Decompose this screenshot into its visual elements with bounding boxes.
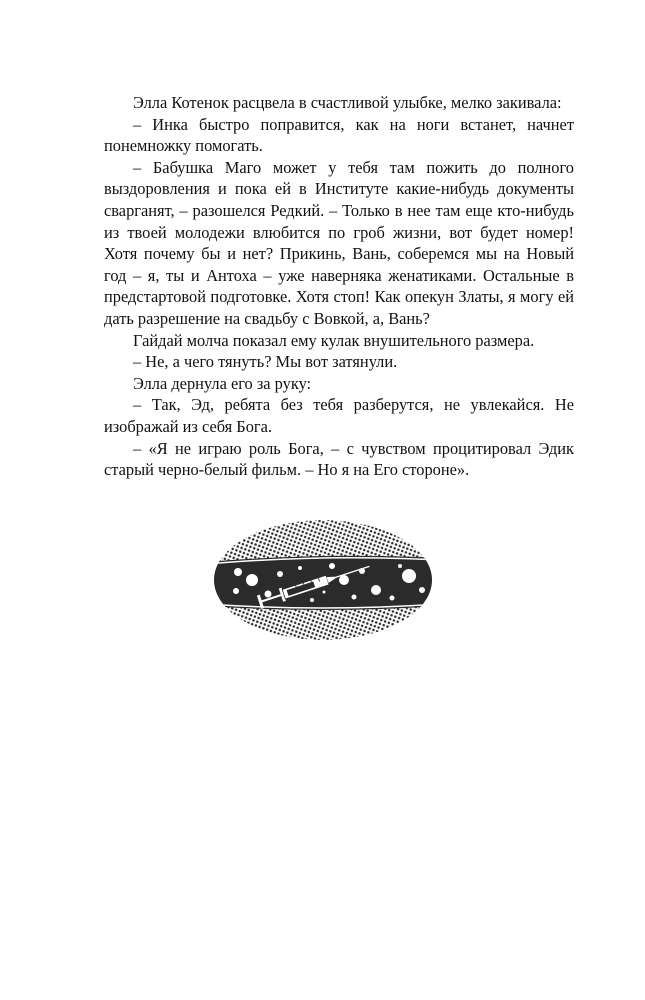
paragraph-3: – Бабушка Маго может у тебя там пожить до полного выздоровления и пока ей в Институте какие-нибудь документы сварганят, – разошелся Редкий. – Только в нее там еще кто-нибудь из твоей молодежи влюбится по гроб жизни, вот будет номер! Хотя почему бы и нет? Прикинь, Вань, соберемся мы на Новый год – я, ты и Антоха – уже наверняка женатиками. Остальные в предстартовой подготовке. Хотя стоп! Как опекун Златы, я могу ей дать разрешение на свадьбу с Вовкой, а, Вань? [104, 157, 574, 328]
paragraph-2: – Инка быстро поправится, как на ноги встанет, начнет понемножку помогать. [104, 114, 574, 156]
paragraph-5: – Не, а чего тянуть? Мы вот затянули. [133, 352, 398, 372]
paragraph-7: – Так, Эд, ребята без тебя разберутся, не увлекайся. Не изображай из себя Бога. [104, 395, 574, 436]
paragraph-6: Элла дернула его за руку: [133, 373, 312, 393]
paragraph-8: – «Я не играю роль Бога, – с чувством процитировал Эдик старый черно-белый фильм. – Но я на Его стороне». [104, 438, 574, 480]
paragraph-1: Элла Котенок расцвела в счастливой улыбке, мелко закивала: [133, 93, 562, 112]
paragraph-4: Гайдай молча показал ему кулак внушительного размера. [133, 330, 535, 350]
body-text [104, 92, 574, 481]
syringe-vignette [212, 518, 434, 642]
